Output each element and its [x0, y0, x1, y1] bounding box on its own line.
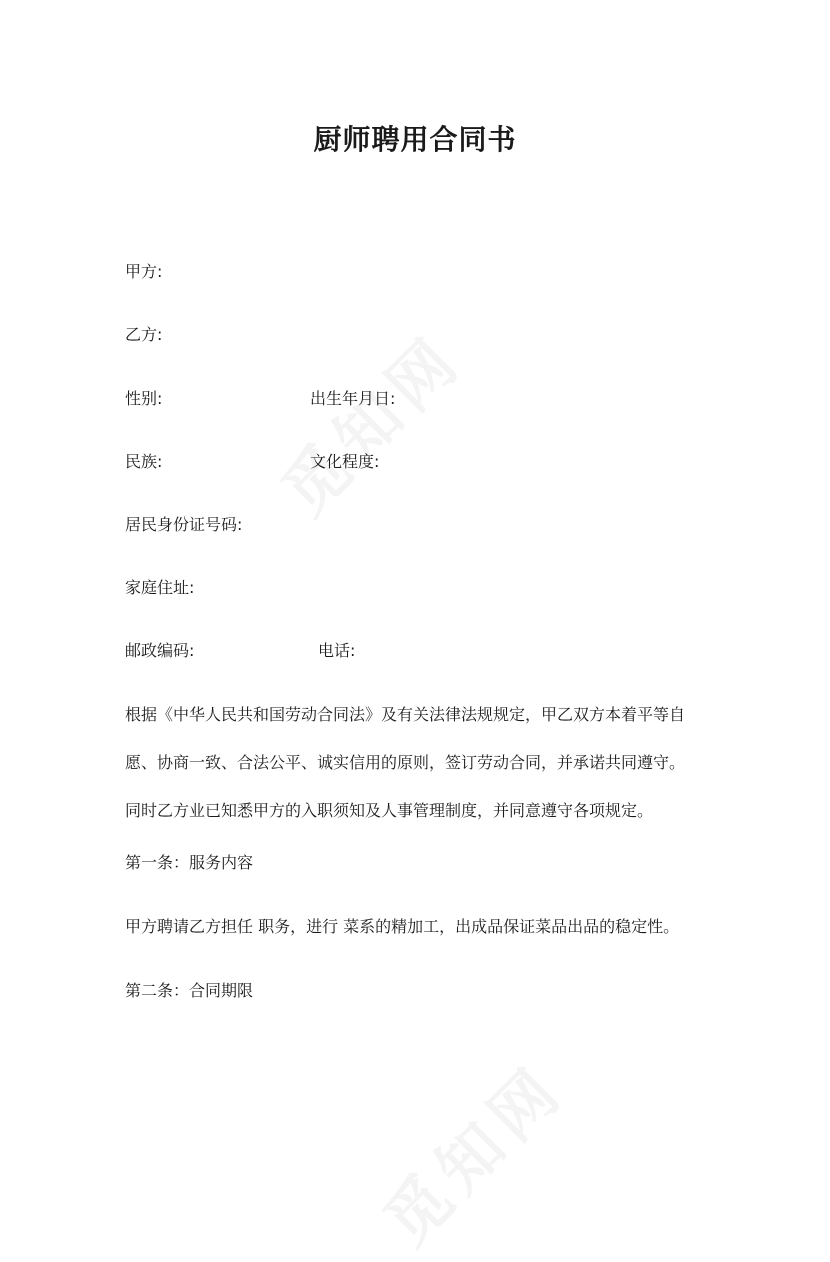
document-title: 厨师聘用合同书: [313, 123, 517, 156]
preamble-line: 根据《中华人民共和国劳动合同法》及有关法律法规规定，甲乙双方本着平等自: [125, 705, 686, 724]
article-2-heading: 第二条：合同期限: [125, 981, 254, 1000]
preamble-paragraph: [125, 705, 715, 849]
field-gender: 性别:: [125, 389, 163, 408]
article-1-heading: 第一条：服务内容: [125, 853, 254, 872]
field-birth-date: 出生年月日:: [310, 389, 396, 408]
preamble-line: 同时乙方业已知悉甲方的入职须知及人事管理制度，并同意遵守各项规定。: [125, 801, 654, 820]
watermark: [360, 1040, 582, 1262]
preamble-line: 愿、协商一致、合法公平、诚实信用的原则，签订劳动合同，并承诺共同遵守。: [125, 753, 686, 772]
field-party-a: 甲方:: [125, 262, 163, 281]
field-home-address: 家庭住址:: [125, 578, 195, 597]
field-phone: 电话:: [318, 641, 356, 660]
field-party-b: 乙方:: [125, 325, 163, 344]
watermark: [258, 310, 480, 532]
field-education: 文化程度:: [310, 452, 380, 471]
article-1-body: 甲方聘请乙方担任 职务，进行 菜系的精加工，出成品保证菜品出品的稳定性。: [125, 917, 680, 936]
field-postal-code: 邮政编码:: [125, 641, 195, 660]
field-id-number: 居民身份证号码:: [125, 515, 243, 534]
field-ethnicity: 民族:: [125, 452, 163, 471]
